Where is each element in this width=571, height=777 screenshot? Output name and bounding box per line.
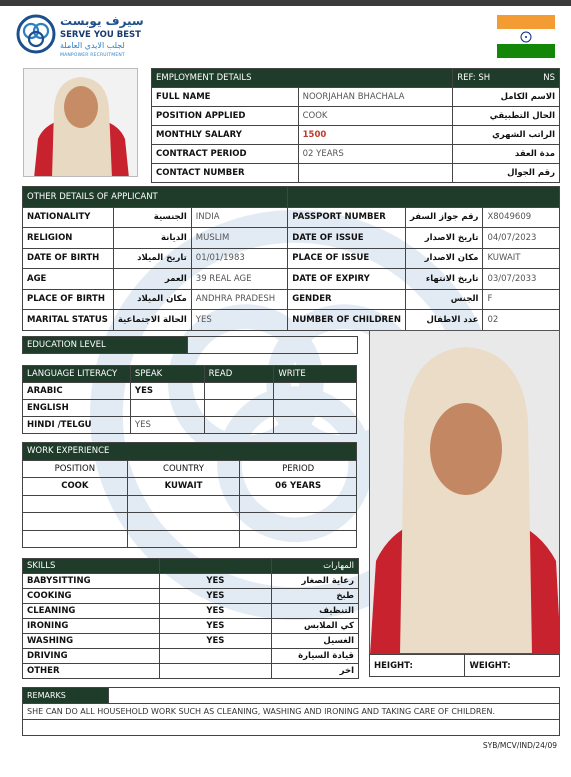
field-value: 02 [483, 310, 560, 331]
india-flag [497, 15, 555, 58]
skill-value: YES [159, 574, 272, 589]
table-row [23, 207, 560, 228]
table-row [23, 649, 359, 664]
position-applied-arabic: الحال التطبيقي [453, 107, 560, 126]
table-row [152, 107, 560, 126]
skill-value: YES [159, 634, 272, 649]
field-label: GENDER [288, 289, 406, 310]
monthly-salary-arabic: الراتب الشهري [453, 126, 560, 145]
table-row [152, 126, 560, 145]
read-value [204, 400, 274, 417]
remarks-text: SHE CAN DO ALL HOUSEHOLD WORK SUCH AS CLEANING, WASHING AND IRONING AND TAKING CARE OF CHILDREN. [23, 704, 560, 720]
speak-value: YES [130, 383, 204, 400]
skill-name-arabic: طبخ [272, 589, 359, 604]
field-label-arabic: تاريخ الانتهاء [405, 269, 482, 290]
skill-name-arabic: التنظيف [272, 604, 359, 619]
employment-details-table [151, 68, 560, 183]
write-value [274, 383, 357, 400]
skill-value [159, 649, 272, 664]
other-details-title: OTHER DETAILS OF APPLICANT [23, 187, 288, 208]
table-row [23, 530, 357, 548]
table-row [23, 513, 357, 531]
work-country [127, 530, 240, 548]
field-value: 39 REAL AGE [191, 269, 287, 290]
monthly-salary-label: MONTHLY SALARY [152, 126, 299, 145]
other-details-table [22, 186, 560, 331]
skill-name: CLEANING [23, 604, 160, 619]
logo-mark-icon [16, 14, 56, 54]
table-row [23, 495, 357, 513]
skill-name: COOKING [23, 589, 160, 604]
field-label: DATE OF BIRTH [23, 248, 114, 269]
logo-english: SERVE YOU BEST [60, 30, 141, 40]
language-name: HINDI /TELGU [23, 417, 131, 434]
work-period [240, 513, 357, 531]
work-position [23, 495, 128, 513]
company-logo [16, 12, 146, 64]
field-value: 04/07/2023 [483, 228, 560, 249]
table-row [23, 417, 357, 434]
work-period [240, 530, 357, 548]
field-label: PLACE OF BIRTH [23, 289, 114, 310]
contact-number-arabic: رقم الجوال [453, 164, 560, 183]
table-row [23, 310, 560, 331]
full-name-label: FULL NAME [152, 88, 299, 107]
field-label: PASSPORT NUMBER [288, 207, 406, 228]
skill-name-arabic: رعاية الصغار [272, 574, 359, 589]
skills-table [22, 558, 359, 679]
field-label: DATE OF EXPIRY [288, 269, 406, 290]
reference-code: SYB/MCV/IND/24/09 [482, 741, 557, 750]
full-name-arabic: الاسم الكامل [453, 88, 560, 107]
table-row [23, 619, 359, 634]
field-label: PLACE OF ISSUE [288, 248, 406, 269]
logo-arabic-sub: لجلب الايدي العاملة [60, 41, 125, 50]
table-row [23, 604, 359, 619]
write-value [274, 417, 357, 434]
field-value: X8049609 [483, 207, 560, 228]
table-row [23, 228, 560, 249]
skill-name: DRIVING [23, 649, 160, 664]
height-label: HEIGHT: [370, 655, 465, 677]
field-label: DATE OF ISSUE [288, 228, 406, 249]
table-row [23, 269, 560, 290]
write-value [274, 400, 357, 417]
field-value: YES [191, 310, 287, 331]
work-position [23, 513, 128, 531]
applicant-photo-large [369, 330, 560, 654]
read-value [204, 383, 274, 400]
ref-label: REF: SH [457, 73, 491, 83]
skills-title: SKILLS [23, 559, 160, 574]
table-row [152, 164, 560, 183]
weight-label: WEIGHT: [465, 655, 560, 677]
field-value: 01/01/1983 [191, 248, 287, 269]
work-country [127, 513, 240, 531]
work-position [23, 530, 128, 548]
skill-value: YES [159, 589, 272, 604]
write-header: WRITE [274, 366, 357, 383]
field-value: ANDHRA PRADESH [191, 289, 287, 310]
work-position: COOK [23, 478, 128, 496]
logo-arabic: سيرف يوبست [60, 14, 144, 28]
position-applied-value: COOK [298, 107, 453, 126]
skill-value: YES [159, 619, 272, 634]
work-period: 06 YEARS [240, 478, 357, 496]
education-level-title: EDUCATION LEVEL [23, 337, 188, 354]
table-row [23, 248, 560, 269]
work-experience-table [22, 442, 357, 548]
skill-name: IRONING [23, 619, 160, 634]
skills-title-arabic: المهارات [272, 559, 359, 574]
field-label: MARITAL STATUS [23, 310, 114, 331]
skill-name: BABYSITTING [23, 574, 160, 589]
language-header: LANGUAGE LITERACY [23, 366, 131, 383]
table-row [23, 634, 359, 649]
language-table [22, 365, 357, 434]
speak-header: SPEAK [130, 366, 204, 383]
read-value [204, 417, 274, 434]
work-experience-title: WORK EXPERIENCE [23, 443, 357, 461]
language-name: ENGLISH [23, 400, 131, 417]
contact-number-label: CONTACT NUMBER [152, 164, 299, 183]
logo-subtitle: MANPOWER RECRUITMENT [60, 53, 125, 58]
field-label-arabic: الديانة [113, 228, 191, 249]
skill-name: OTHER [23, 664, 160, 679]
language-name: ARABIC [23, 383, 131, 400]
period-header: PERIOD [240, 460, 357, 478]
field-label-arabic: رقم جواز السفر [405, 207, 482, 228]
field-label-arabic: الجنسية [113, 207, 191, 228]
field-value: KUWAIT [483, 248, 560, 269]
remarks-title: REMARKS [23, 688, 109, 704]
speak-value [130, 400, 204, 417]
table-row [23, 574, 359, 589]
skill-value [159, 664, 272, 679]
education-table [22, 336, 358, 354]
table-row [23, 664, 359, 679]
position-header: POSITION [23, 460, 128, 478]
table-row [152, 88, 560, 107]
table-row [23, 478, 357, 496]
ref-value: NS [543, 73, 555, 83]
field-label: NATIONALITY [23, 207, 114, 228]
skill-value: YES [159, 604, 272, 619]
field-label-arabic: تاريخ الميلاد [113, 248, 191, 269]
field-label-arabic: مكان الاصدار [405, 248, 482, 269]
table-row [23, 589, 359, 604]
height-weight-table [369, 654, 560, 677]
read-header: READ [204, 366, 274, 383]
skill-name-arabic: كي الملابس [272, 619, 359, 634]
ashoka-chakra-icon [497, 30, 555, 44]
skill-name-arabic: اخر [272, 664, 359, 679]
applicant-photo-small [23, 68, 138, 177]
skill-name-arabic: الغسيل [272, 634, 359, 649]
field-label-arabic: العمر [113, 269, 191, 290]
remarks-table [22, 687, 560, 736]
field-value: INDIA [191, 207, 287, 228]
full-name-value: NOORJAHAN BHACHALA [298, 88, 453, 107]
field-label: AGE [23, 269, 114, 290]
education-level-value [187, 337, 357, 354]
field-value: F [483, 289, 560, 310]
position-applied-label: POSITION APPLIED [152, 107, 299, 126]
field-label-arabic: تاريخ الاصدار [405, 228, 482, 249]
skill-name-arabic: قيادة السيارة [272, 649, 359, 664]
contract-period-value: 02 YEARS [298, 145, 453, 164]
field-value: MUSLIM [191, 228, 287, 249]
field-label-arabic: الجنس [405, 289, 482, 310]
field-value: 03/07/2033 [483, 269, 560, 290]
monthly-salary-value: 1500 [298, 126, 453, 145]
employment-details-title: EMPLOYMENT DETAILS [152, 69, 453, 88]
field-label-arabic: عدد الاطفال [405, 310, 482, 331]
work-period [240, 495, 357, 513]
country-header: COUNTRY [127, 460, 240, 478]
ref-cell [453, 69, 560, 88]
field-label: NUMBER OF CHILDREN [288, 310, 406, 331]
skill-name: WASHING [23, 634, 160, 649]
speak-value: YES [130, 417, 204, 434]
work-country: KUWAIT [127, 478, 240, 496]
contract-period-arabic: مدة العقد [453, 145, 560, 164]
table-row [23, 289, 560, 310]
table-row [23, 400, 357, 417]
table-row [23, 383, 357, 400]
field-label-arabic: مكان الميلاد [113, 289, 191, 310]
work-country [127, 495, 240, 513]
top-band [0, 0, 571, 6]
field-label-arabic: الحالة الاجتماعية [113, 310, 191, 331]
table-row [152, 145, 560, 164]
contract-period-label: CONTRACT PERIOD [152, 145, 299, 164]
contact-number-value [298, 164, 453, 183]
field-label: RELIGION [23, 228, 114, 249]
